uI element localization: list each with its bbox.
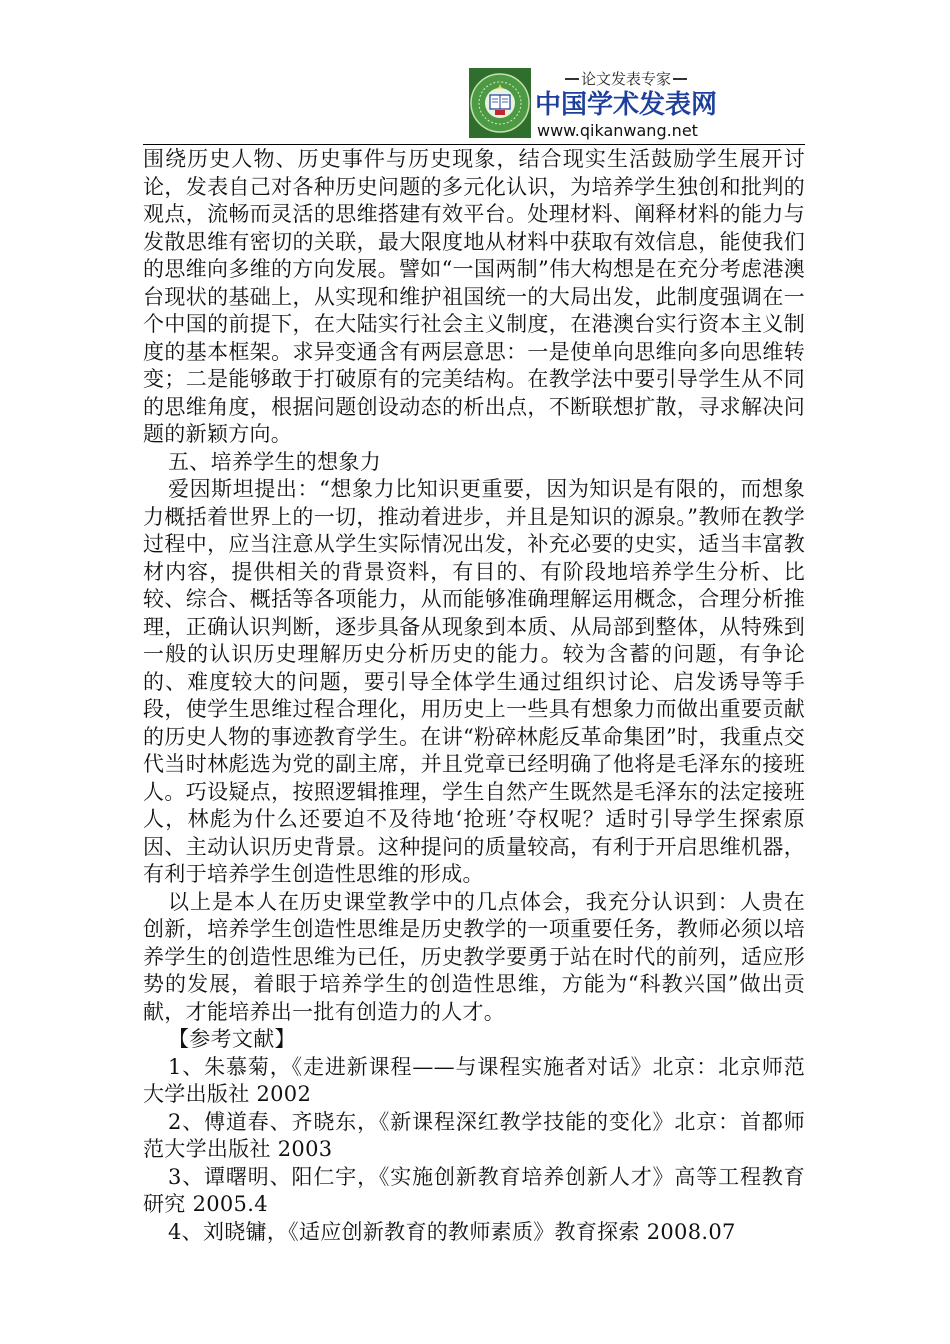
references-heading: 【参考文献】 (168, 1027, 296, 1051)
section-heading: 五、培养学生的想象力 (168, 449, 381, 474)
body-paragraph: 以上是本人在历史课堂教学中的几点体会，我充分认识到：人贵在创新，培养学生创造性思维是历史教学的一项重要任务，教师必须以培养学生的创造性思维为已任，历史教学要勇于站在时代的前列，适应形势的发展，着眼于培养学生的创造性思维，方能为“科教兴国”做出贡献，才能培养出一批有创造力的人才。 (143, 889, 805, 1024)
body-paragraph: 爱因斯坦提出：“想象力比知识更重要，因为知识是有限的，而想象力概括着世界上的一切，推动着进步，并且是知识的源泉。”教师在教学过程中，应当注意从学生实际情况出发，补充必要的史实，适当丰富教材内容，提供相关的背景资料，有目的、有阶段地培养学生分析、比较、综合、概括等各项能力，从而能够准确理解运用概念，合理分析推理，正确认识判断，逐步具备从现象到本质、从局部到整体，从特殊到一般的认识历史理解历史分析历史的能力。较为含蓄的问题，有争论的、难度较大的问题，要引导全体学生通过组织讨论、启发诱导等手段，使学生思维过程合理化，用历史上一些具有想象力而做出重要贡献的历史人物的事迹教育学生。在讲“粉碎林彪反革命集团”时，我重点交代当时林彪选为党的副主席，并且党章已经明确了他将是毛泽东的接班人。巧设疑点，按照逻辑推理，学生自然产生既然是毛泽东的法定接班人，林彪为什么还要迫不及待地‘抢班’夺权呢？适时引导学生探索原因、主动认识历史背景。这种提问的质量较高，有利于开启思维机器，有利于培养学生创造性思维的形成。 (143, 477, 805, 886)
dash-divider (565, 78, 579, 80)
brand-url: www.qikanwang.net (537, 121, 698, 140)
header-divider (143, 144, 805, 145)
reference-item: 1、朱慕菊，《走进新课程——与课程实施者对话》北京：北京师范大学出版社 2002 (143, 1054, 805, 1106)
brand-tagline (535, 70, 717, 88)
reference-item: 2、傅道春、齐晓东，《新课程深红教学技能的变化》北京：首都师范大学出版社 2003 (143, 1109, 805, 1161)
brand-tagline-text: 论文发表专家 (581, 70, 672, 88)
site-logo (469, 68, 718, 142)
reference-item: 4、刘晓镛，《适应创新教育的教师素质》教育探索 2008.07 (168, 1219, 736, 1244)
article-body (143, 146, 805, 1246)
dash-divider (673, 78, 687, 80)
brand-name: 中国学术发表网 (535, 90, 718, 120)
body-paragraph: 围绕历史人物、历史事件与历史现象，结合现实生活鼓励学生展开讨论，发表自己对各种历史问题的多元化认识，为培养学生独创和批判的观点，流畅而灵活的思维搭建有效平台。处理材料、阐释材料的能力与发散思维有密切的关联，最大限度地从材料中获取有效信息，能使我们的思维向多维的方向发展。譬如“一国两制”伟大构想是在充分考虑港澳台现状的基础上，从实现和维护祖国统一的大局出发，此制度强调在一个中国的前提下，在大陆实行社会主义制度，在港澳台实行资本主义制度的基本框架。求异变通含有两层意思：一是使单向思维向多向思维转变；二是能够敢于打破原有的完美结构。在教学法中要引导学生从不同的思维角度，根据问题创设动态的析出点，不断联想扩散，寻求解决问题的新颖方向。 (143, 147, 805, 446)
seal-logo-icon (469, 68, 531, 138)
reference-item: 3、谭曙明、阳仁宇，《实施创新教育培养创新人才》高等工程教育研究 2005.4 (143, 1164, 805, 1216)
brand-block (531, 68, 717, 142)
